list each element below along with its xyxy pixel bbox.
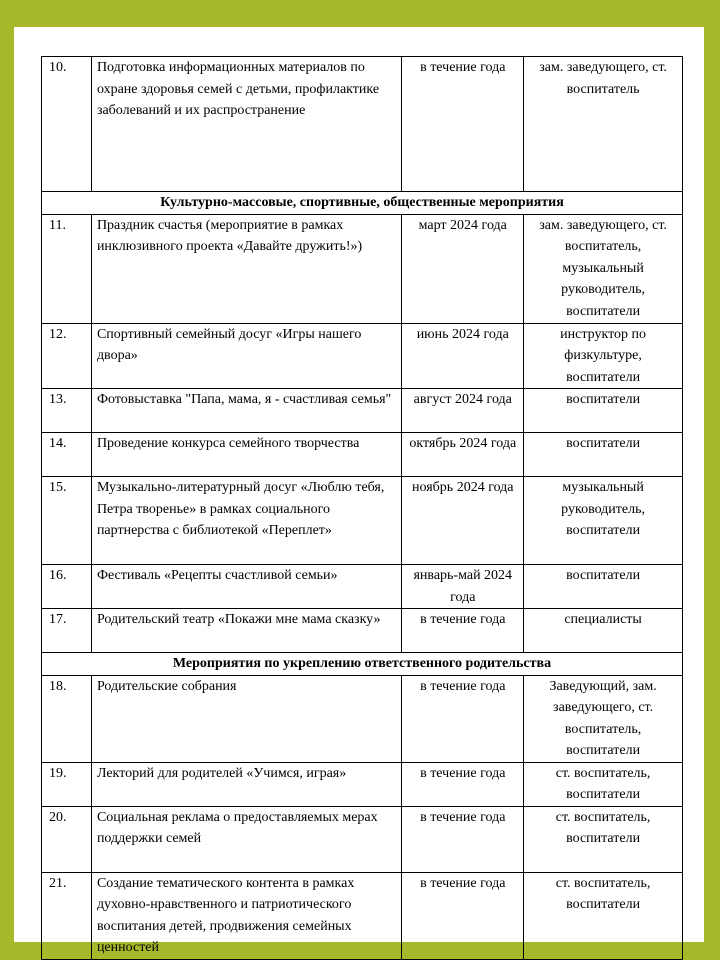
table-row bbox=[42, 609, 683, 653]
section-heading: Мероприятия по укреплению ответственного родительства bbox=[42, 653, 683, 676]
event-title: Фотовыставка "Папа, мама, я - счастливая семья" bbox=[91, 389, 401, 433]
event-title: Родительские собрания bbox=[91, 675, 401, 762]
row-number: 20. bbox=[42, 806, 92, 872]
table-row bbox=[42, 675, 683, 762]
event-responsible: ст. воспитатель, воспитатели bbox=[524, 806, 683, 872]
table-row bbox=[42, 389, 683, 433]
table-row bbox=[42, 872, 683, 959]
table-row bbox=[42, 565, 683, 609]
event-title: Музыкально-литературный досуг «Люблю тебя, Петра творенье» в рамках социального партнерства с библиотекой «Переплет» bbox=[91, 477, 401, 565]
event-date: в течение года bbox=[402, 609, 524, 653]
event-date: в течение года bbox=[402, 675, 524, 762]
table-row bbox=[42, 762, 683, 806]
row-number: 21. bbox=[42, 872, 92, 959]
event-title: Социальная реклама о предоставляемых мерах поддержки семей bbox=[91, 806, 401, 872]
table-row bbox=[42, 477, 683, 565]
row-number: 11. bbox=[42, 214, 92, 323]
event-title: Создание тематического контента в рамках духовно-нравственного и патриотического воспитания детей, продвижения семейных ценностей bbox=[91, 872, 401, 959]
table-row bbox=[42, 806, 683, 872]
row-number: 14. bbox=[42, 433, 92, 477]
row-number: 18. bbox=[42, 675, 92, 762]
event-title: Фестиваль «Рецепты счастливой семьи» bbox=[91, 565, 401, 609]
event-title: Проведение конкурса семейного творчества bbox=[91, 433, 401, 477]
row-number: 15. bbox=[42, 477, 92, 565]
table-row bbox=[42, 323, 683, 389]
event-date: август 2024 года bbox=[402, 389, 524, 433]
event-responsible: ст. воспитатель, воспитатели bbox=[524, 762, 683, 806]
event-responsible: музыкальный руководитель, воспитатели bbox=[524, 477, 683, 565]
row-number: 19. bbox=[42, 762, 92, 806]
event-responsible: инструктор по физкультуре, воспитатели bbox=[524, 323, 683, 389]
event-date: июнь 2024 года bbox=[402, 323, 524, 389]
event-date: октябрь 2024 года bbox=[402, 433, 524, 477]
section-heading: Культурно-массовые, спортивные, общественные мероприятия bbox=[42, 192, 683, 215]
event-responsible: ст. воспитатель, воспитатели bbox=[524, 872, 683, 959]
event-responsible: зам. заведующего, ст. воспитатель, музыкальный руководитель, воспитатели bbox=[524, 214, 683, 323]
event-title: Подготовка информационных материалов по охране здоровья семей с детьми, профилактике заболеваний и их распространение bbox=[91, 57, 401, 192]
event-date: в течение года bbox=[402, 762, 524, 806]
document-page bbox=[14, 27, 704, 955]
event-date: март 2024 года bbox=[402, 214, 524, 323]
event-responsible: Заведующий, зам. заведующего, ст. воспитатель, воспитатели bbox=[524, 675, 683, 762]
table-row bbox=[42, 214, 683, 323]
events-table bbox=[41, 56, 683, 960]
row-number: 13. bbox=[42, 389, 92, 433]
section-row bbox=[42, 192, 683, 215]
row-number: 10. bbox=[42, 57, 92, 192]
event-date: январь-май 2024 года bbox=[402, 565, 524, 609]
event-date: в течение года bbox=[402, 57, 524, 192]
event-date: в течение года bbox=[402, 806, 524, 872]
row-number: 17. bbox=[42, 609, 92, 653]
event-title: Спортивный семейный досуг «Игры нашего двора» bbox=[91, 323, 401, 389]
event-responsible: воспитатели bbox=[524, 565, 683, 609]
row-number: 12. bbox=[42, 323, 92, 389]
table-row bbox=[42, 57, 683, 192]
row-number: 16. bbox=[42, 565, 92, 609]
event-date: ноябрь 2024 года bbox=[402, 477, 524, 565]
event-responsible: специалисты bbox=[524, 609, 683, 653]
event-responsible: зам. заведующего, ст. воспитатель bbox=[524, 57, 683, 192]
event-date: в течение года bbox=[402, 872, 524, 959]
event-responsible: воспитатели bbox=[524, 389, 683, 433]
event-title: Праздник счастья (мероприятие в рамках инклюзивного проекта «Давайте дружить!») bbox=[91, 214, 401, 323]
table-row bbox=[42, 433, 683, 477]
event-title: Лекторий для родителей «Учимся, играя» bbox=[91, 762, 401, 806]
section-row bbox=[42, 653, 683, 676]
event-title: Родительский театр «Покажи мне мама сказку» bbox=[91, 609, 401, 653]
event-responsible: воспитатели bbox=[524, 433, 683, 477]
